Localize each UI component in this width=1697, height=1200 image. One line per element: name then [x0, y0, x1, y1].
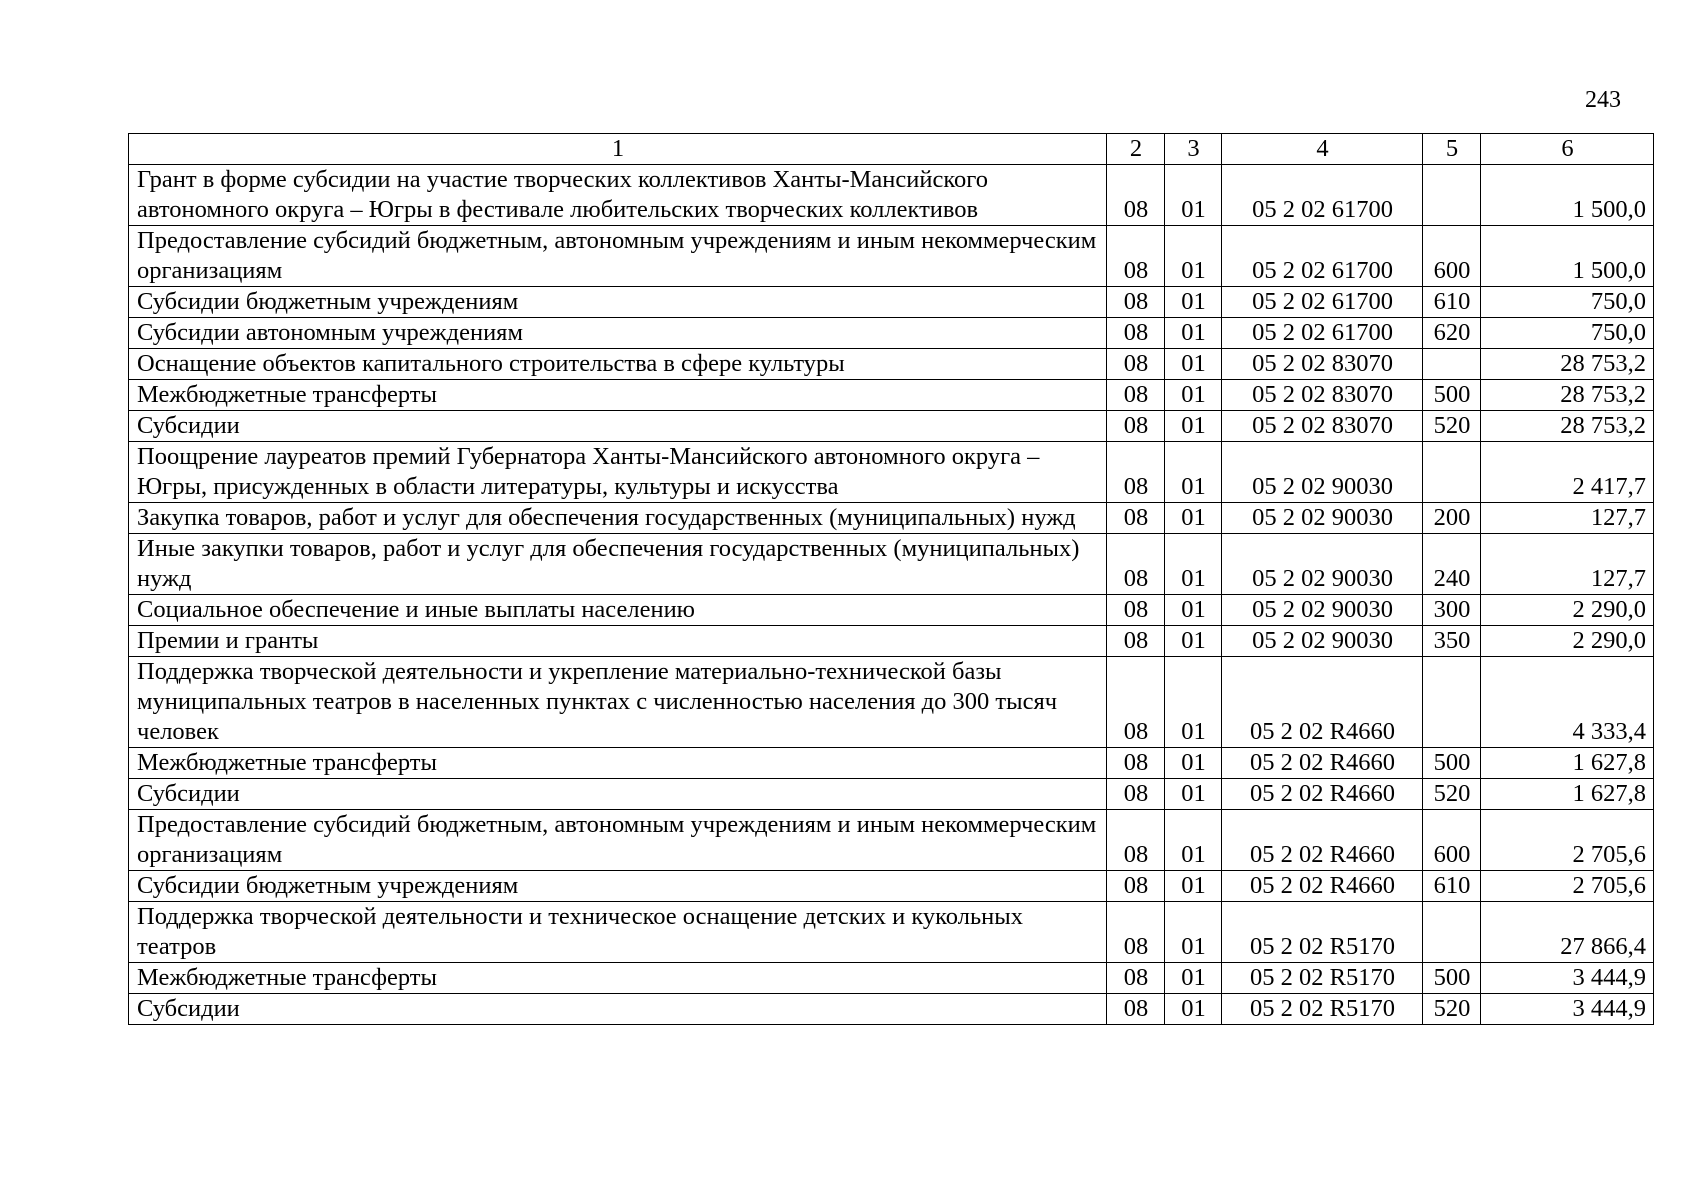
row-target-article-cell: 05 2 02 61700 [1222, 287, 1423, 318]
row-subsection-cell: 01 [1165, 503, 1222, 534]
row-expense-type-cell: 520 [1423, 994, 1481, 1025]
table-row [129, 318, 1654, 349]
row-target-article-cell: 05 2 02 R4660 [1222, 657, 1423, 748]
row-name-cell: Предоставление субсидий бюджетным, автономным учреждениям и иным некоммерческим организациям [129, 810, 1107, 871]
row-name-cell: Межбюджетные трансферты [129, 748, 1107, 779]
table-row [129, 779, 1654, 810]
table-row [129, 380, 1654, 411]
table-row [129, 349, 1654, 380]
column-header-1: 1 [129, 134, 1107, 165]
row-name-cell: Премии и гранты [129, 626, 1107, 657]
row-section-cell: 08 [1107, 380, 1165, 411]
row-amount-cell: 127,7 [1481, 534, 1654, 595]
row-subsection-cell: 01 [1165, 994, 1222, 1025]
row-amount-cell: 27 866,4 [1481, 902, 1654, 963]
row-name-cell: Социальное обеспечение и иные выплаты населению [129, 595, 1107, 626]
row-subsection-cell: 01 [1165, 349, 1222, 380]
table-row [129, 626, 1654, 657]
row-name-cell: Субсидии бюджетным учреждениям [129, 871, 1107, 902]
row-target-article-cell: 05 2 02 R4660 [1222, 810, 1423, 871]
row-expense-type-cell: 240 [1423, 534, 1481, 595]
row-name-cell: Межбюджетные трансферты [129, 380, 1107, 411]
table-row [129, 994, 1654, 1025]
row-subsection-cell: 01 [1165, 165, 1222, 226]
row-expense-type-cell: 610 [1423, 871, 1481, 902]
row-section-cell: 08 [1107, 657, 1165, 748]
row-expense-type-cell: 610 [1423, 287, 1481, 318]
row-section-cell: 08 [1107, 595, 1165, 626]
table-row [129, 657, 1654, 748]
row-expense-type-cell: 520 [1423, 779, 1481, 810]
row-subsection-cell: 01 [1165, 871, 1222, 902]
row-target-article-cell: 05 2 02 90030 [1222, 626, 1423, 657]
table-body [129, 165, 1654, 1025]
row-amount-cell: 2 290,0 [1481, 595, 1654, 626]
row-expense-type-cell: 520 [1423, 411, 1481, 442]
column-header-6: 6 [1481, 134, 1654, 165]
row-target-article-cell: 05 2 02 R5170 [1222, 963, 1423, 994]
row-section-cell: 08 [1107, 165, 1165, 226]
table-row [129, 287, 1654, 318]
row-target-article-cell: 05 2 02 R5170 [1222, 994, 1423, 1025]
row-section-cell: 08 [1107, 810, 1165, 871]
row-target-article-cell: 05 2 02 R5170 [1222, 902, 1423, 963]
row-name-cell: Субсидии [129, 779, 1107, 810]
row-name-cell: Грант в форме субсидии на участие творческих коллективов Ханты-Мансийского автономного округа – Югры в фестивале любительских творческих коллективов [129, 165, 1107, 226]
row-section-cell: 08 [1107, 318, 1165, 349]
row-expense-type-cell: 350 [1423, 626, 1481, 657]
table-row [129, 902, 1654, 963]
row-section-cell: 08 [1107, 349, 1165, 380]
row-subsection-cell: 01 [1165, 226, 1222, 287]
row-section-cell: 08 [1107, 226, 1165, 287]
row-expense-type-cell: 620 [1423, 318, 1481, 349]
row-name-cell: Иные закупки товаров, работ и услуг для обеспечения государственных (муниципальных) нужд [129, 534, 1107, 595]
row-amount-cell: 1 627,8 [1481, 748, 1654, 779]
row-target-article-cell: 05 2 02 83070 [1222, 411, 1423, 442]
row-section-cell: 08 [1107, 503, 1165, 534]
row-expense-type-cell: 200 [1423, 503, 1481, 534]
row-subsection-cell: 01 [1165, 380, 1222, 411]
table-row [129, 595, 1654, 626]
row-amount-cell: 4 333,4 [1481, 657, 1654, 748]
row-target-article-cell: 05 2 02 61700 [1222, 165, 1423, 226]
row-subsection-cell: 01 [1165, 779, 1222, 810]
row-expense-type-cell: 600 [1423, 810, 1481, 871]
row-expense-type-cell: 500 [1423, 748, 1481, 779]
page-number: 243 [1585, 87, 1621, 113]
table-row [129, 442, 1654, 503]
row-name-cell: Поддержка творческой деятельности и техническое оснащение детских и кукольных театров [129, 902, 1107, 963]
row-expense-type-cell [1423, 442, 1481, 503]
row-subsection-cell: 01 [1165, 626, 1222, 657]
table-row [129, 871, 1654, 902]
table-header-row [129, 134, 1654, 165]
row-target-article-cell: 05 2 02 90030 [1222, 595, 1423, 626]
row-subsection-cell: 01 [1165, 748, 1222, 779]
row-subsection-cell: 01 [1165, 595, 1222, 626]
row-name-cell: Оснащение объектов капитального строительства в сфере культуры [129, 349, 1107, 380]
row-amount-cell: 2 705,6 [1481, 871, 1654, 902]
row-amount-cell: 2 705,6 [1481, 810, 1654, 871]
row-amount-cell: 28 753,2 [1481, 411, 1654, 442]
row-target-article-cell: 05 2 02 90030 [1222, 534, 1423, 595]
row-subsection-cell: 01 [1165, 963, 1222, 994]
row-subsection-cell: 01 [1165, 442, 1222, 503]
row-target-article-cell: 05 2 02 61700 [1222, 318, 1423, 349]
table-row [129, 503, 1654, 534]
row-subsection-cell: 01 [1165, 902, 1222, 963]
row-name-cell: Субсидии [129, 994, 1107, 1025]
column-header-2: 2 [1107, 134, 1165, 165]
row-expense-type-cell: 500 [1423, 380, 1481, 411]
table-row [129, 165, 1654, 226]
row-amount-cell: 127,7 [1481, 503, 1654, 534]
row-section-cell: 08 [1107, 626, 1165, 657]
row-amount-cell: 750,0 [1481, 318, 1654, 349]
row-name-cell: Субсидии бюджетным учреждениям [129, 287, 1107, 318]
row-section-cell: 08 [1107, 748, 1165, 779]
row-expense-type-cell: 600 [1423, 226, 1481, 287]
column-header-5: 5 [1423, 134, 1481, 165]
row-section-cell: 08 [1107, 779, 1165, 810]
table-row [129, 411, 1654, 442]
table-row [129, 748, 1654, 779]
row-name-cell: Предоставление субсидий бюджетным, автономным учреждениям и иным некоммерческим организациям [129, 226, 1107, 287]
column-header-4: 4 [1222, 134, 1423, 165]
row-name-cell: Субсидии [129, 411, 1107, 442]
row-name-cell: Поддержка творческой деятельности и укрепление материально-технической базы муниципальных театров в населенных пунктах с численностью населения до 300 тысяч человек [129, 657, 1107, 748]
row-section-cell: 08 [1107, 902, 1165, 963]
row-expense-type-cell [1423, 657, 1481, 748]
row-amount-cell: 3 444,9 [1481, 994, 1654, 1025]
column-header-3: 3 [1165, 134, 1222, 165]
table-row [129, 963, 1654, 994]
row-target-article-cell: 05 2 02 90030 [1222, 503, 1423, 534]
row-expense-type-cell: 300 [1423, 595, 1481, 626]
row-name-cell: Закупка товаров, работ и услуг для обеспечения государственных (муниципальных) нужд [129, 503, 1107, 534]
row-expense-type-cell: 500 [1423, 963, 1481, 994]
row-amount-cell: 1 500,0 [1481, 165, 1654, 226]
table-row [129, 810, 1654, 871]
row-target-article-cell: 05 2 02 R4660 [1222, 748, 1423, 779]
row-subsection-cell: 01 [1165, 657, 1222, 748]
row-subsection-cell: 01 [1165, 810, 1222, 871]
row-expense-type-cell [1423, 165, 1481, 226]
row-expense-type-cell [1423, 349, 1481, 380]
row-section-cell: 08 [1107, 442, 1165, 503]
row-target-article-cell: 05 2 02 R4660 [1222, 871, 1423, 902]
row-amount-cell: 3 444,9 [1481, 963, 1654, 994]
row-amount-cell: 750,0 [1481, 287, 1654, 318]
row-name-cell: Поощрение лауреатов премий Губернатора Ханты-Мансийского автономного округа – Югры, присужденных в области литературы, культуры и искусства [129, 442, 1107, 503]
row-name-cell: Субсидии автономным учреждениям [129, 318, 1107, 349]
row-target-article-cell: 05 2 02 83070 [1222, 380, 1423, 411]
row-amount-cell: 1 627,8 [1481, 779, 1654, 810]
row-amount-cell: 28 753,2 [1481, 349, 1654, 380]
row-subsection-cell: 01 [1165, 287, 1222, 318]
row-section-cell: 08 [1107, 534, 1165, 595]
row-target-article-cell: 05 2 02 61700 [1222, 226, 1423, 287]
row-amount-cell: 2 417,7 [1481, 442, 1654, 503]
row-expense-type-cell [1423, 902, 1481, 963]
row-name-cell: Межбюджетные трансферты [129, 963, 1107, 994]
row-section-cell: 08 [1107, 871, 1165, 902]
row-section-cell: 08 [1107, 963, 1165, 994]
row-target-article-cell: 05 2 02 90030 [1222, 442, 1423, 503]
row-subsection-cell: 01 [1165, 411, 1222, 442]
row-amount-cell: 2 290,0 [1481, 626, 1654, 657]
row-subsection-cell: 01 [1165, 318, 1222, 349]
row-section-cell: 08 [1107, 287, 1165, 318]
row-section-cell: 08 [1107, 411, 1165, 442]
row-target-article-cell: 05 2 02 83070 [1222, 349, 1423, 380]
row-target-article-cell: 05 2 02 R4660 [1222, 779, 1423, 810]
row-subsection-cell: 01 [1165, 534, 1222, 595]
row-amount-cell: 28 753,2 [1481, 380, 1654, 411]
budget-table [128, 133, 1654, 1025]
table-row [129, 226, 1654, 287]
row-section-cell: 08 [1107, 994, 1165, 1025]
table-row [129, 534, 1654, 595]
row-amount-cell: 1 500,0 [1481, 226, 1654, 287]
